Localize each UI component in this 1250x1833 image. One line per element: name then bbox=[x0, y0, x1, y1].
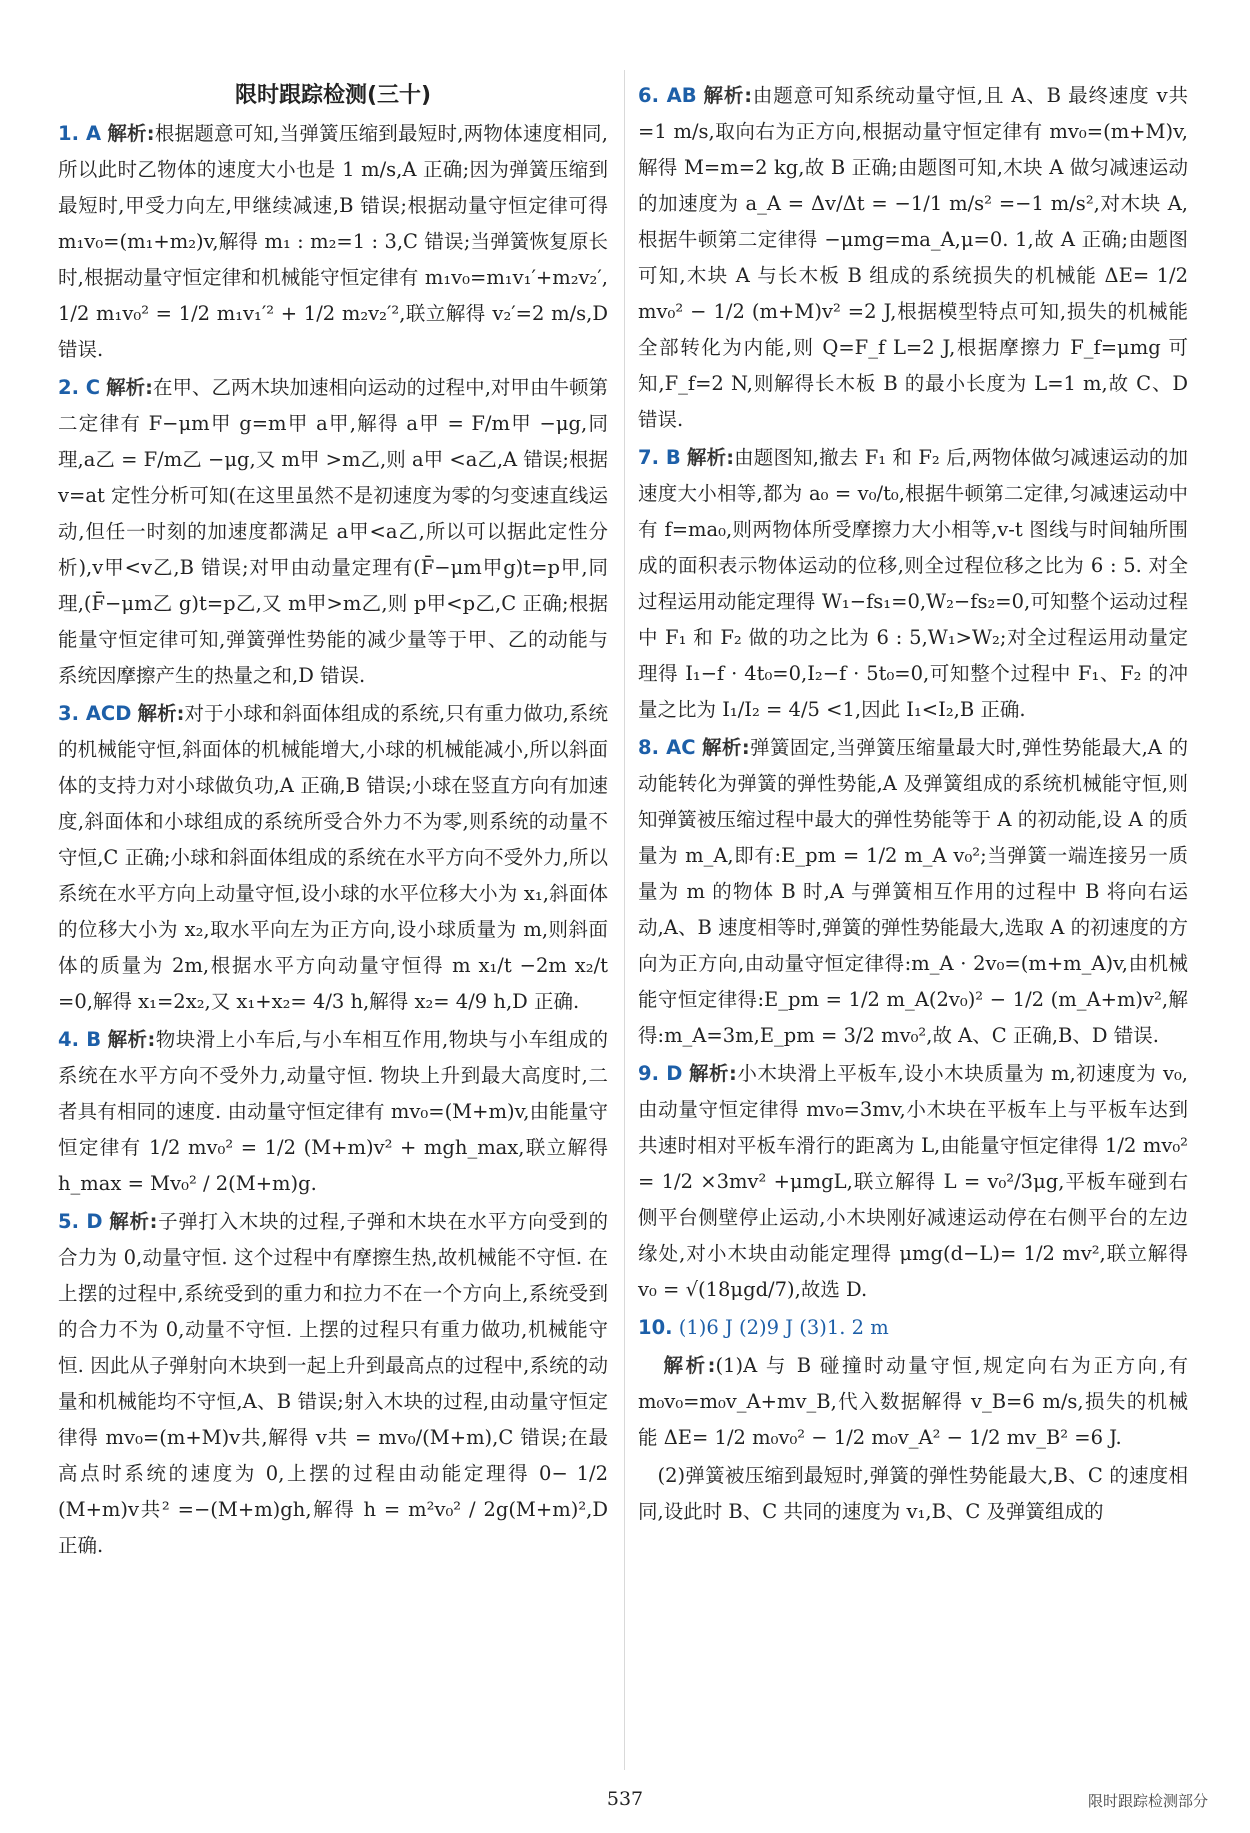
analysis-label: 解析: bbox=[688, 1062, 737, 1085]
answer-item-6 bbox=[638, 78, 1188, 438]
question-number: 10. bbox=[638, 1316, 673, 1339]
answer-item-7 bbox=[638, 440, 1188, 728]
answer-item-8 bbox=[638, 730, 1188, 1054]
analysis-label: 解析: bbox=[663, 1354, 716, 1377]
analysis-text: 由题意可知系统动量守恒,且 A、B 最终速度 v共 =1 m/s,取向右为正方向,根据动量守恒定律有 mv₀=(m+M)v,解得 M=m=2 kg,故 B 正确;由题图可知,木块 A 做匀减速运动的加速度为 a_A = Δv/Δt = −1/1 m/s² =−1 m/s²,对木块 A,根据牛顿第二定律得 −μmg=ma_A,μ=0. 1,故 A 正确;由题图可知,木块 A 与长木板 B 组成的系统损失的机械能 ΔE= 1/2 mv₀² − 1/2 (m+M)v² =2 J,根据模型特点可知,损失的机械能全部转化为内能,则 Q=F_f L=2 J,根据摩擦力 F_f=μmg 可知,F_f=2 N,则解得长木板 B 的最小长度为 L=1 m,故 C、D 错误. bbox=[638, 84, 1188, 431]
page-number: 537 bbox=[606, 1788, 644, 1810]
analysis-label: 解析: bbox=[686, 446, 735, 469]
analysis-text: (1)A 与 B 碰撞时动量守恒,规定向右为正方向,有 m₀v₀=m₀v_A+mv_B,代入数据解得 v_B=6 m/s,损失的机械能 ΔE= 1/2 m₀v₀² − 1/2 m₀v_A² − 1/2 mv_B² =6 J. bbox=[638, 1354, 1188, 1449]
answer-values: (1)6 J (2)9 J (3)1. 2 m bbox=[678, 1316, 889, 1339]
analysis-label: 解析: bbox=[106, 376, 153, 399]
answer-item-2 bbox=[58, 370, 608, 694]
column-divider bbox=[624, 70, 625, 1770]
question-number: 3. ACD bbox=[58, 702, 132, 725]
question-number: 1. A bbox=[58, 122, 102, 145]
analysis-label: 解析: bbox=[701, 736, 750, 759]
analysis-text: 对于小球和斜面体组成的系统,只有重力做功,系统的机械能守恒,斜面体的机械能增大,小球的机械能减小,所以斜面体的支持力对小球做负功,A 正确,B 错误;小球在竖直方向有加速度,斜面体和小球组成的系统所受合外力不为零,则系统的动量不守恒,C 正确;小球和斜面体组成的系统在水平方向不受外力,所以系统在水平方向上动量守恒,设小球的水平位移大小为 x₁,斜面体的位移大小为 x₂,取水平向左为正方向,设小球质量为 m,则斜面体的质量为 2m,根据水平方向动量守恒得 m x₁/t −2m x₂/t =0,解得 x₁=2x₂,又 x₁+x₂= 4/3 h,解得 x₂= 4/9 h,D 正确. bbox=[58, 702, 608, 1013]
answer-item-3 bbox=[58, 696, 608, 1020]
answer-item-4 bbox=[58, 1022, 608, 1202]
question-number: 9. D bbox=[638, 1062, 683, 1085]
answer-item-10-part-1 bbox=[638, 1348, 1188, 1456]
analysis-label: 解析: bbox=[107, 1028, 156, 1051]
question-number: 4. B bbox=[58, 1028, 102, 1051]
answer-item-10 bbox=[638, 1310, 1188, 1346]
question-number: 7. B bbox=[638, 446, 681, 469]
left-column bbox=[58, 78, 608, 1566]
analysis-label: 解析: bbox=[702, 84, 752, 107]
analysis-label: 解析: bbox=[137, 702, 185, 725]
answer-item-9 bbox=[638, 1056, 1188, 1308]
answer-item-5 bbox=[58, 1204, 608, 1564]
answer-item-1 bbox=[58, 116, 608, 368]
analysis-text: 由题图知,撤去 F₁ 和 F₂ 后,两物体做匀减速运动的加速度大小相等,都为 a₀ = v₀/t₀,根据牛顿第二定律,匀减速运动中有 f=ma₀,则两物体所受摩擦力大小相等,v-t 图线与时间轴所围成的面积表示物体运动的位移,则全过程位移之比为 6 : 5. 对全过程运用动能定理得 W₁−fs₁=0,W₂−fs₂=0,可知整个运动过程中 F₁ 和 F₂ 做的功之比为 6 : 5,W₁>W₂;对全过程运用动量定理得 I₁−f · 4t₀=0,I₂−f · 5t₀=0,可知整个过程中 F₁、F₂ 的冲量之比为 I₁/I₂ = 4/5 <1,因此 I₁<I₂,B 正确. bbox=[638, 446, 1188, 721]
section-label: 限时跟踪检测部分 bbox=[1087, 1792, 1208, 1810]
question-number: 8. AC bbox=[638, 736, 696, 759]
answer-item-10-part-2 bbox=[638, 1458, 1188, 1530]
question-number: 2. C bbox=[58, 376, 101, 399]
right-column bbox=[638, 78, 1188, 1532]
analysis-text: 小木块滑上平板车,设小木块质量为 m,初速度为 v₀,由动量守恒定律得 mv₀=3mv,小木块在平板车上与平板车达到共速时相对平板车滑行的距离为 L,由能量守恒定律得 1/2 mv₀² = 1/2 ×3mv² +μmgL,联立解得 L = v₀²/3μg,平板车碰到右侧平台侧壁停止运动,小木块刚好减速运动停在右侧平台的左边缘处,对小木块由动能定理得 μmg(d−L)= 1/2 mv²,联立解得 v₀ = √(18μgd/7),故选 D. bbox=[638, 1062, 1188, 1301]
analysis-label: 解析: bbox=[107, 122, 155, 145]
analysis-text: 弹簧固定,当弹簧压缩量最大时,弹性势能最大,A 的动能转化为弹簧的弹性势能,A 及弹簧组成的系统机械能守恒,则知弹簧被压缩过程中最大的弹性势能等于 A 的初动能,设 A 的质量为 m_A,即有:E_pm = 1/2 m_A v₀²;当弹簧一端连接另一质量为 m 的物体 B 时,A 与弹簧相互作用的过程中 B 将向右运动,A、B 速度相等时,弹簧的弹性势能最大,选取 A 的初速度的方向为正方向,由动量守恒定律得:m_A · 2v₀=(m+m_A)v,由机械能守恒定律得:E_pm = 1/2 m_A(2v₀)² − 1/2 (m_A+m)v²,解得:m_A=3m,E_pm = 3/2 mv₀²,故 A、C 正确,B、D 错误. bbox=[638, 736, 1188, 1047]
analysis-text: 物块滑上小车后,与小车相互作用,物块与小车组成的系统在水平方向不受外力,动量守恒. 物块上升到最大高度时,二者具有相同的速度. 由动量守恒定律有 mv₀=(M+m)v,由能量守恒定律有 1/2 mv₀² = 1/2 (M+m)v² + mgh_max,联立解得 h_max = Mv₀² / 2(M+m)g. bbox=[58, 1028, 608, 1195]
page-title: 限时跟踪检测(三十) bbox=[234, 83, 432, 108]
question-number: 6. AB bbox=[638, 84, 697, 107]
analysis-text: 在甲、乙两木块加速相向运动的过程中,对甲由牛顿第二定律有 F−μm甲 g=m甲 a甲,解得 a甲 = F/m甲 −μg,同理,a乙 = F/m乙 −μg,又 m甲 >m乙,则 a甲 <a乙,A 错误;根据 v=at 定性分析可知(在这里虽然不是初速度为零的匀变速直线运动,但任一时刻的加速度都满足 a甲<a乙,所以可以据此定性分析),v甲<v乙,B 错误;对甲由动量定理有(F̄−μm甲g)t=p甲,同理,(F̄−μm乙 g)t=p乙,又 m甲>m乙,则 p甲<p乙,C 正确;根据能量守恒定律可知,弹簧弹性势能的减少量等于甲、乙的动能与系统因摩擦产生的热量之和,D 错误. bbox=[58, 376, 608, 687]
analysis-text: 子弹打入木块的过程,子弹和木块在水平方向受到的合力为 0,动量守恒. 这个过程中有摩擦生热,故机械能不守恒. 在上摆的过程中,系统受到的重力和拉力不在一个方向上,系统受到的合力不为 0,动量不守恒. 上摆的过程只有重力做功,机械能守恒. 因此从子弹射向木块到一起上升到最高点的过程中,系统的动量和机械能均不守恒,A、B 错误;射入木块的过程,由动量守恒定律得 mv₀=(m+M)v共,解得 v共 = mv₀/(M+m),C 错误;在最高点时系统的速度为 0,上摆的过程由动能定理得 0− 1/2 (M+m)v共² =−(M+m)gh,解得 h = m²v₀² / 2g(M+m)²,D 正确. bbox=[58, 1210, 608, 1557]
analysis-text: 根据题意可知,当弹簧压缩到最短时,两物体速度相同,所以此时乙物体的速度大小也是 1 m/s,A 正确;因为弹簧压缩到最短时,甲受力向左,甲继续减速,B 错误;根据动量守恒定律可得 m₁v₀=(m₁+m₂)v,解得 m₁ : m₂=1 : 3,C 错误;当弹簧恢复原长时,根据动量守恒定律和机械能守恒定律有 m₁v₀=m₁v₁′+m₂v₂′, 1/2 m₁v₀² = 1/2 m₁v₁′² + 1/2 m₂v₂′²,联立解得 v₂′=2 m/s,D 错误. bbox=[58, 122, 608, 361]
analysis-text: (2)弹簧被压缩到最短时,弹簧的弹性势能最大,B、C 的速度相同,设此时 B、C 共同的速度为 v₁,B、C 及弹簧组成的 bbox=[638, 1464, 1188, 1523]
question-number: 5. D bbox=[58, 1210, 103, 1233]
analysis-label: 解析: bbox=[108, 1210, 158, 1233]
